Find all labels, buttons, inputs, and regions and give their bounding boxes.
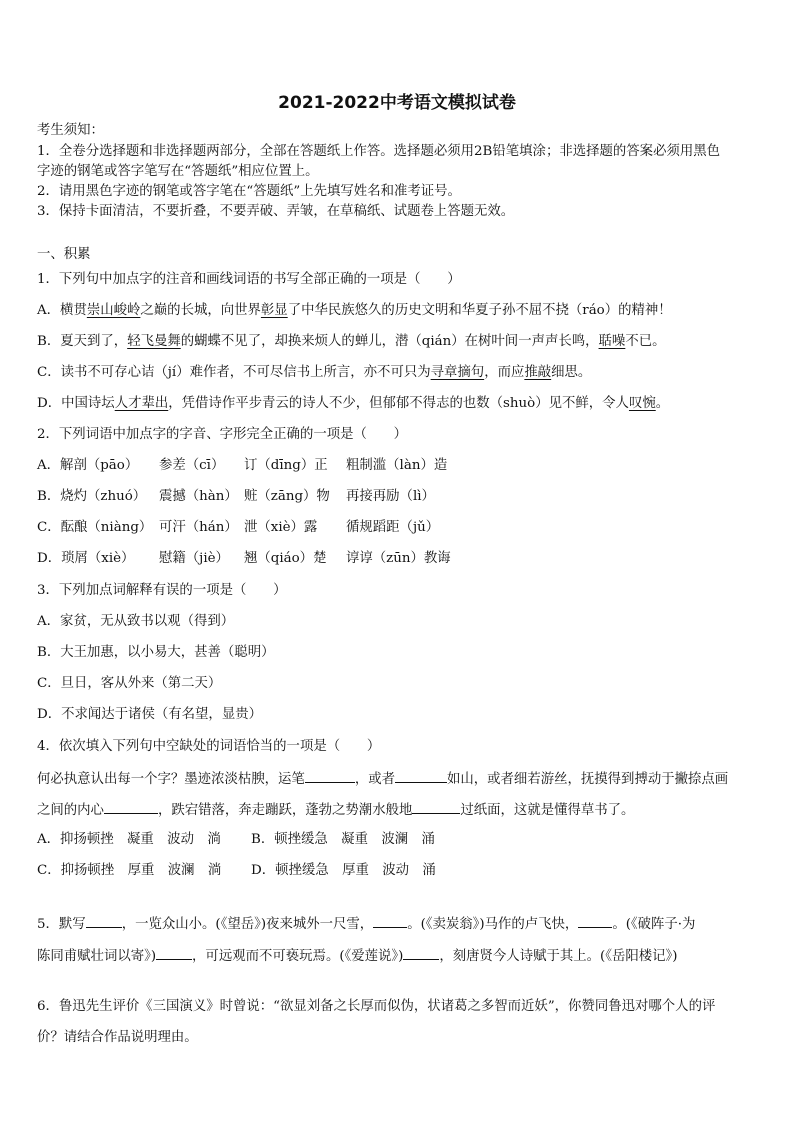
q5-line-2 [37, 946, 677, 966]
word: 翘（qiáo）楚 [244, 551, 327, 566]
text: C．读书不可存心诘（jí）难作者，不可尽信书上所言，亦不可只为 [37, 365, 431, 380]
q1-option-c [37, 364, 591, 382]
text: D．中国诗坛 [37, 396, 115, 411]
notice-item-2: 2．请用黑色字迹的钢笔或答字笔在“答题纸”上先填写姓名和准考证号。 [37, 184, 461, 199]
q4-options-cd [37, 862, 436, 880]
word: 再接再励（lì） [346, 489, 435, 504]
q4-stem: 4．依次填入下列句中空缺处的词语恰当的一项是（ ） [37, 739, 381, 754]
word: 可汗（hán） [159, 520, 238, 535]
fill-blank [395, 769, 447, 783]
text: ，而应 [484, 365, 525, 380]
q4-passage-line-1 [37, 769, 728, 789]
text: B．夏天到了， [37, 334, 128, 349]
underlined-word: 叹惋 [628, 396, 656, 411]
fill-blank [373, 914, 407, 928]
q3-option-c: C．旦日，客从外来（第二天） [37, 676, 222, 691]
text: 了中华民族悠久的历史文明和华夏子孙不屈不挠（ráo）的精神！ [287, 303, 672, 318]
text: ，或者 [354, 772, 395, 787]
text: 。(《破阵子·为 [612, 917, 696, 932]
text: 。(《卖炭翁》)马作的卢飞快， [407, 917, 579, 932]
notice-item-3: 3．保持卡面清洁，不要折叠，不要弄破、弄皱，在草稿纸、试题卷上答题无效。 [37, 204, 515, 219]
text: ，凭借诗作平步青云的诗人不少，但郁郁不得志的也数（shuò）见不鲜，令人 [168, 396, 629, 411]
underlined-word: 轻飞曼舞 [127, 334, 181, 349]
q3-stem: 3．下列加点词解释有误的一项是（ ） [37, 583, 287, 598]
q2-stem: 2．下列词语中加点字的字音、字形完全正确的一项是（ ） [37, 427, 408, 442]
fill-blank [305, 769, 355, 783]
option-d: D．顿挫缓急 厚重 波动 涌 [251, 863, 436, 878]
text: 细思。 [551, 365, 592, 380]
exam-title: 2021-2022中考语文模拟试卷 [278, 93, 516, 113]
text: 。 [655, 396, 670, 411]
q3-option-d: D．不求闻达于诸侯（有名望，显贵） [37, 707, 262, 722]
q3-option-b: B．大王加惠，以小易大，甚善（聪明） [37, 645, 275, 660]
word: 震撼（hàn） [159, 489, 238, 504]
word: A．解剖（pāo） [37, 458, 139, 473]
fill-blank [403, 946, 439, 960]
fill-blank [156, 946, 192, 960]
q6-line-2: 价？请结合作品说明理由。 [37, 1030, 198, 1045]
q1-option-a [37, 302, 672, 320]
text: 之间的内心 [37, 803, 104, 818]
text: 5．默写 [37, 917, 86, 932]
notice-item-1a: 1．全卷分选择题和非选择题两部分，全部在答题纸上作答。选择题必须用2B铅笔填涂；非选择题的答案必须用黑色 [37, 144, 721, 159]
fill-blank [104, 800, 158, 814]
word: D．琐屑（xiè） [37, 551, 135, 566]
word: 赃（zāng）物 [244, 489, 330, 504]
fill-blank [412, 800, 460, 814]
word: 泄（xiè）露 [244, 520, 318, 535]
text: ，可远观而不可亵玩焉。(《爱莲说》) [192, 949, 404, 964]
section-heading-accumulation: 一、积累 [37, 247, 91, 262]
word: 循规蹈距（jǔ） [346, 520, 440, 535]
underlined-word: 彰显 [260, 303, 288, 318]
q4-passage-line-2 [37, 800, 634, 820]
underlined-word: 寻章摘句 [430, 365, 485, 380]
text: ，刻唐贤今人诗赋于其上。(《岳阳楼记》) [439, 949, 678, 964]
word: 参差（cī） [159, 458, 225, 473]
word: B．烧灼（zhuó） [37, 489, 147, 504]
fill-blank [578, 914, 612, 928]
q1-option-d [37, 395, 669, 413]
word: 订（dīng）正 [244, 458, 328, 473]
fill-blank [86, 914, 122, 928]
underlined-word: 推敲 [524, 365, 552, 380]
underlined-word: 崇山峻岭 [86, 303, 141, 318]
q2-option-c [37, 519, 439, 537]
word: C．酝酿（niàng） [37, 520, 153, 535]
q1-stem: 1．下列句中加点字的注音和画线词语的书写全部正确的一项是（ ） [37, 272, 461, 287]
q1-option-b [37, 333, 666, 351]
q2-option-a [37, 457, 447, 475]
text: 陈同甫赋壮词以寄》) [37, 949, 157, 964]
text: A．横贯 [37, 303, 87, 318]
option-c: C．抑扬顿挫 厚重 波澜 淌 [37, 863, 222, 878]
underlined-word: 聒噪 [598, 334, 626, 349]
word: 粗制滥（làn）造 [346, 458, 448, 473]
text: ，一览众山小。(《望岳》)夜来城外一尺雪， [121, 917, 374, 932]
text: 如山，或者细若游丝，抚摸得到搏动于撇捺点画 [446, 772, 729, 787]
text: 的蝴蝶不见了，却换来烦人的蝉儿，潜（qián）在树叶间一声声长鸣， [180, 334, 599, 349]
text: 不已。 [625, 334, 666, 349]
option-b: B．顿挫缓急 凝重 波澜 涌 [251, 832, 435, 847]
text: 何必执意认出每一个字？墨迹浓淡枯腴，运笔 [37, 772, 305, 787]
option-a: A．抑扬顿挫 凝重 波动 淌 [37, 832, 221, 847]
notice-heading: 考生须知： [37, 123, 104, 138]
word: 谆谆（zūn）教诲 [346, 551, 451, 566]
q5-line-1 [37, 914, 695, 934]
q2-option-d [37, 550, 451, 568]
text: ，跌宕错落，奔走蹦跃，蓬勃之势潮水般地 [157, 803, 413, 818]
q4-options-ab [37, 831, 435, 849]
notice-item-1b: 字迹的钢笔或答字笔写在“答题纸”相应位置上。 [37, 164, 319, 179]
q6-line-1: 6．鲁迅先生评价《三国演义》时曾说：“欲显刘备之长厚而似伪，状诸葛之多智而近妖”，你赞同鲁迅对哪个人的评 [37, 999, 716, 1014]
q2-option-b [37, 488, 435, 506]
q3-option-a: A．家贫，无从致书以观（得到） [37, 614, 235, 629]
underlined-word: 人才辈出 [114, 396, 169, 411]
text: 之巅的长城，向世界 [140, 303, 261, 318]
text: 过纸面，这就是懂得草书了。 [460, 803, 635, 818]
word: 慰籍（jiè） [159, 551, 229, 566]
